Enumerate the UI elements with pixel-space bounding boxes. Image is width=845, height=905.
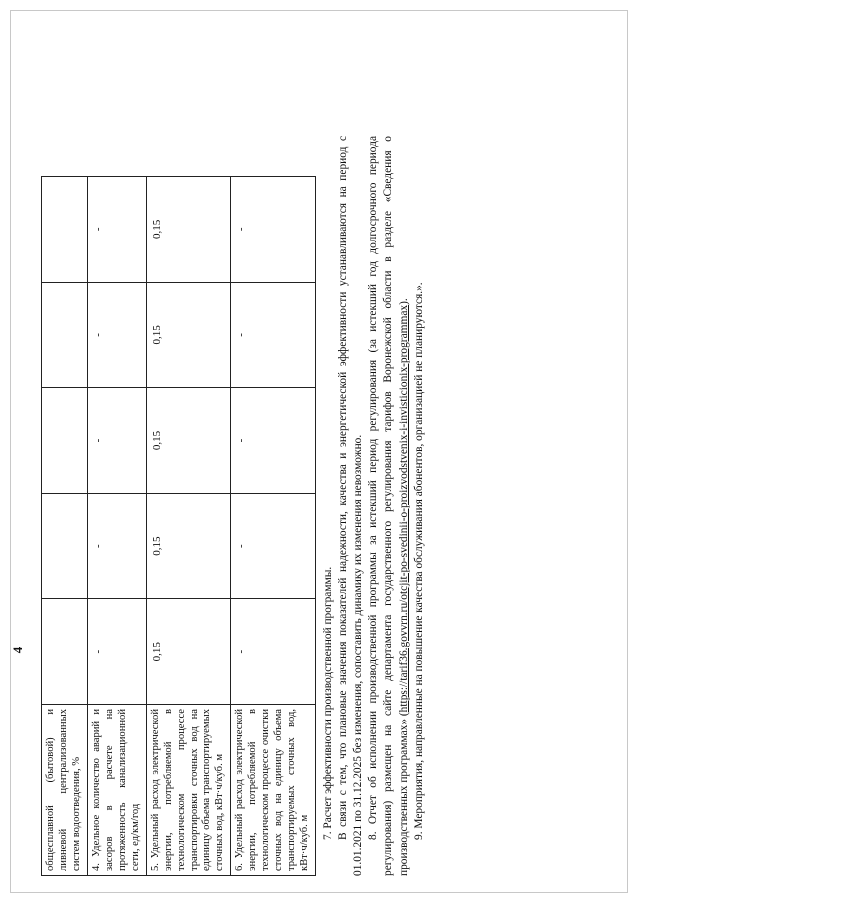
table-cell-indicator: 5. Удельный расход электрической энергии, потребляемой в технологическом процессе транспортировки сточных вод на единицу объема транспортируемых сточных вод, кВт·ч/куб. м (146, 705, 231, 876)
body-text (321, 136, 427, 876)
table-row (146, 177, 231, 876)
table-cell-value: 0,15 (146, 282, 231, 388)
table-row (87, 177, 146, 876)
table-cell-value (42, 493, 88, 599)
paragraph-8-text: 8. Отчет об исполнении производственной программы за истекший период регулирования (за истекший год долгосрочного периода регулирования) размещен на сайте департамента государственного регулирования тарифов Воронежской области в разделе «Сведения о производственных программах» ( (367, 136, 410, 876)
table-cell-value: - (87, 282, 146, 388)
paragraph-7: 7. Расчет эффективности производственной программы. (321, 566, 334, 840)
paragraph-9: 9. Мероприятия, направленные на повышение качества обслуживания абонентов, организацией не планируются.». (412, 282, 425, 840)
table-cell-value: - (231, 282, 316, 388)
paragraph-8 (366, 136, 411, 876)
table-cell-value: 0,15 (146, 388, 231, 494)
table-cell-value (42, 388, 88, 494)
rotated-content (10, 136, 845, 890)
indicators-table (41, 176, 316, 876)
table-cell-value: - (87, 493, 146, 599)
table-cell-indicator: 4. Удельное количество аварий и засоров в расчете на протяженность канализационной сети, ед/км/год (87, 705, 146, 876)
paragraph-8-end: ). (397, 298, 410, 305)
table-cell-value: - (231, 493, 316, 599)
paragraph-7-body: В связи с тем, что плановые значения показателей надежности, качества и энергетической эффективности устанавливаются на период с 01.01.2021 по 31.12.2025 без изменения, сопоставить динамику их изменения невозможно. (336, 136, 365, 876)
table-cell-indicator: 6. Удельный расход электрической энергии, потребляемой в технологическом процессе очистки сточных вод на единицу объема транспортируемых сточных вод, кВт·ч/куб. м (231, 705, 316, 876)
table-cell-value: - (87, 599, 146, 705)
table-cell-value: - (87, 388, 146, 494)
table-cell-indicator: общесплавной (бытовой) и ливневой централизованных систем водоотведения, % (42, 705, 88, 876)
tariff-site-link[interactable]: https://tarif36.govvrn.ru/otcjit-po-svedinii-o-proizvodstvenix-i-invisticionix-programmax (397, 304, 410, 713)
table-cell-value (42, 599, 88, 705)
table-row (231, 177, 316, 876)
table-cell-value: 0,15 (146, 177, 231, 283)
table-cell-value: 0,15 (146, 493, 231, 599)
table-cell-value (42, 282, 88, 388)
table-cell-value: - (231, 388, 316, 494)
table-cell-value (42, 177, 88, 283)
table-cell-value: - (87, 177, 146, 283)
table-cell-value: 0,15 (146, 599, 231, 705)
table-row (42, 177, 88, 876)
table-cell-value: - (231, 599, 316, 705)
page-number: 4 (10, 646, 25, 654)
table-cell-value: - (231, 177, 316, 283)
